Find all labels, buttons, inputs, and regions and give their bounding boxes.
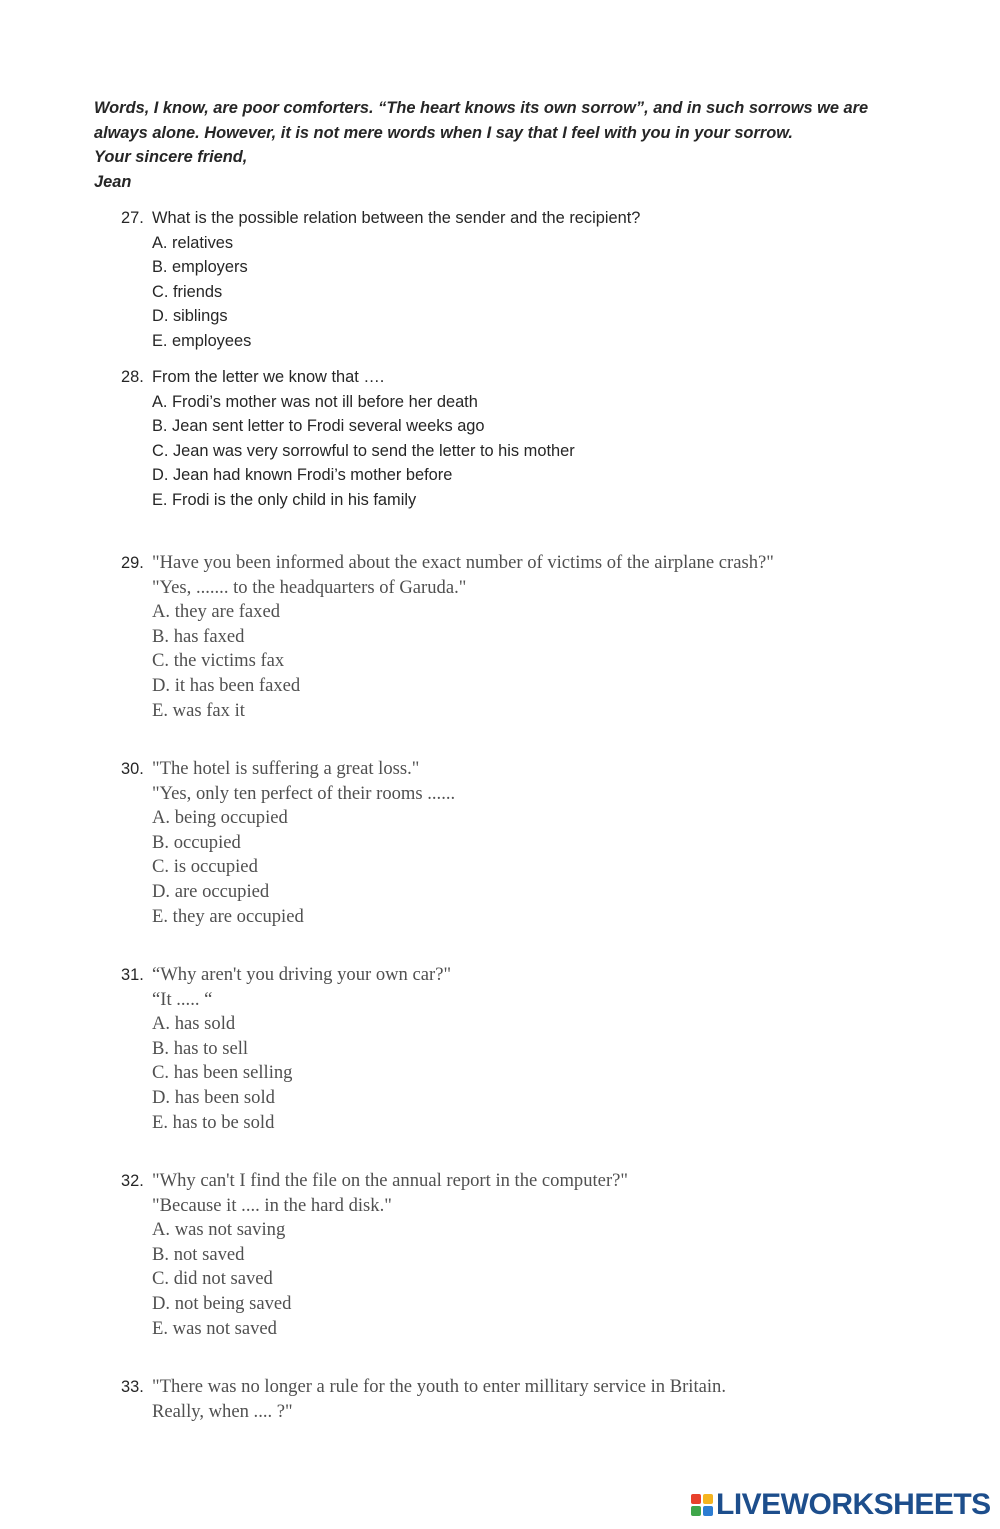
question-number: 27.	[121, 209, 144, 227]
question-stem: "Yes, only ten perfect of their rooms ......	[152, 782, 456, 804]
question-number: 31.	[121, 966, 144, 984]
letter-signature: Jean	[94, 172, 132, 191]
answer-option[interactable]: E. Frodi is the only child in his family	[152, 490, 417, 509]
answer-option[interactable]: C. is occupied	[152, 856, 258, 878]
question-33	[121, 1375, 726, 1424]
answer-option[interactable]: E. was not saved	[152, 1317, 277, 1339]
answer-option[interactable]: C. Jean was very sorrowful to send the letter to his mother	[152, 441, 575, 460]
answer-option[interactable]: C. the victims fax	[152, 650, 285, 672]
logo-square	[703, 1506, 713, 1516]
question-number: 30.	[121, 760, 144, 778]
question-stem: "Yes, ....... to the headquarters of Garuda."	[152, 576, 467, 598]
answer-option[interactable]: B. Jean sent letter to Frodi several weeks ago	[152, 417, 485, 436]
answer-option[interactable]: D. has been sold	[152, 1086, 275, 1108]
question-number: 28.	[121, 368, 144, 386]
liveworksheets-logo	[691, 1488, 991, 1522]
question-number: 33.	[121, 1378, 144, 1396]
answer-option[interactable]: E. has to be sold	[152, 1111, 275, 1133]
question-stem: "Have you been informed about the exact number of victims of the airplane crash?"	[152, 552, 774, 573]
answer-option[interactable]: C. did not saved	[152, 1268, 273, 1290]
question-stem: "Because it .... in the hard disk."	[152, 1194, 392, 1216]
question-30	[121, 757, 455, 929]
answer-option[interactable]: D. not being saved	[152, 1292, 292, 1314]
answer-option[interactable]: E. employees	[152, 331, 252, 350]
question-number: 32.	[121, 1172, 144, 1190]
question-29	[121, 551, 774, 723]
question-stem: "There was no longer a rule for the youth to enter millitary service in Britain.	[152, 1376, 727, 1397]
answer-option[interactable]: C. friends	[152, 282, 223, 301]
question-stem: Really, when .... ?"	[152, 1400, 293, 1422]
question-28	[121, 365, 575, 513]
answer-option[interactable]: D. siblings	[152, 307, 228, 326]
question-stem: What is the possible relation between the sender and the recipient?	[152, 209, 641, 227]
answer-option[interactable]: B. has faxed	[152, 625, 245, 647]
answer-option[interactable]: A. Frodi’s mother was not ill before her death	[152, 392, 478, 411]
answer-option[interactable]: A. they are faxed	[152, 601, 281, 623]
letter-line: always alone. However, it is not mere words when I say that I feel with you in your sorrow.	[94, 123, 793, 142]
question-stem: From the letter we know that ….	[152, 368, 385, 386]
letter-line: Words, I know, are poor comforters. “The heart knows its own sorrow”, and in such sorrows we are	[94, 99, 869, 117]
logo-text: LIVEWORKSHEETS	[716, 1488, 991, 1521]
question-27	[121, 206, 640, 354]
question-stem: “Why aren't you driving your own car?"	[152, 964, 452, 985]
answer-option[interactable]: A. has sold	[152, 1013, 236, 1035]
answer-option[interactable]: B. has to sell	[152, 1037, 249, 1059]
logo-icon	[691, 1494, 713, 1516]
letter-signoff: Your sincere friend,	[94, 148, 248, 166]
answer-option[interactable]: A. being occupied	[152, 807, 288, 829]
answer-option[interactable]: B. employers	[152, 258, 248, 277]
logo-square	[703, 1494, 713, 1504]
question-32	[121, 1169, 628, 1341]
logo-square	[691, 1494, 701, 1504]
answer-option[interactable]: A. was not saving	[152, 1219, 286, 1241]
answer-option[interactable]: B. occupied	[152, 831, 241, 853]
letter-closing	[94, 96, 974, 194]
question-stem: “It ..... “	[152, 988, 213, 1010]
answer-option[interactable]: B. not saved	[152, 1243, 245, 1265]
question-stem: "Why can't I find the file on the annual report in the computer?"	[152, 1170, 628, 1191]
question-stem: "The hotel is suffering a great loss."	[152, 758, 420, 779]
question-31	[121, 963, 451, 1135]
answer-option[interactable]: A. relatives	[152, 233, 234, 252]
answer-option[interactable]: C. has been selling	[152, 1062, 293, 1084]
answer-option[interactable]: D. are occupied	[152, 880, 270, 902]
answer-option[interactable]: E. they are occupied	[152, 905, 304, 927]
answer-option[interactable]: D. Jean had known Frodi’s mother before	[152, 466, 453, 485]
logo-square	[691, 1506, 701, 1516]
answer-option[interactable]: E. was fax it	[152, 699, 245, 721]
answer-option[interactable]: D. it has been faxed	[152, 674, 301, 696]
question-number: 29.	[121, 554, 144, 572]
